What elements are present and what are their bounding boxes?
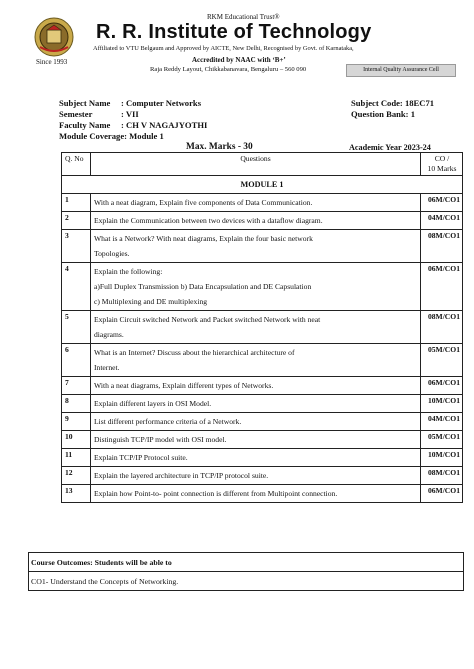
course-outcomes-heading-row [29, 553, 464, 572]
question-text [91, 413, 421, 431]
question-number: 12 [62, 467, 91, 485]
question-row [62, 263, 463, 311]
question-text-line: Explain the Communication between two devices with a dataflow diagram. [94, 216, 323, 225]
module-coverage: Module Coverage: Module 1 [59, 131, 164, 141]
question-row [62, 413, 463, 431]
question-number: 2 [62, 212, 91, 230]
question-number: 13 [62, 485, 91, 503]
max-marks: Max. Marks - 30 [186, 142, 253, 152]
question-text [91, 449, 421, 467]
col-questions-header: Questions [91, 153, 421, 176]
question-row [62, 467, 463, 485]
course-outcomes-heading: Course Outcomes: Students will be able to [29, 553, 464, 572]
question-number: 1 [62, 194, 91, 212]
question-text-line: a)Full Duplex Transmission b) Data Encapsulation and DE Capsulation [94, 282, 312, 291]
subject-name-label: Subject Name [59, 98, 111, 108]
question-row [62, 449, 463, 467]
question-text [91, 311, 421, 344]
question-number: 11 [62, 449, 91, 467]
question-row [62, 311, 463, 344]
question-text-line: Explain the layered architecture in TCP/IP protocol suite. [94, 471, 269, 480]
question-number: 3 [62, 230, 91, 263]
question-text [91, 377, 421, 395]
question-marks-co: 06M/CO1 [421, 263, 463, 311]
question-text-line: Explain how Point-to- point connection is different from Multipoint connection. [94, 489, 338, 498]
question-number: 6 [62, 344, 91, 377]
address-text: Raja Reddy Layout, Chikkabanavara, Bengaluru – 560 090 [150, 66, 307, 73]
subject-code: Subject Code: 18EC71 [351, 98, 435, 108]
question-marks-co: 10M/CO1 [421, 449, 463, 467]
question-marks-co: 08M/CO1 [421, 230, 463, 263]
question-text [91, 212, 421, 230]
question-marks-co: 06M/CO1 [421, 485, 463, 503]
question-row [62, 431, 463, 449]
question-text-line: Explain Circuit switched Network and Packet switched Network with neat [94, 315, 321, 324]
question-text-line: Internet. [94, 363, 120, 372]
question-row [62, 194, 463, 212]
question-marks-co: 05M/CO1 [421, 344, 463, 377]
faculty-value: : CH V NAGAJYOTHI [121, 120, 208, 130]
question-text [91, 344, 421, 377]
question-text [91, 263, 421, 311]
question-number: 7 [62, 377, 91, 395]
question-text [91, 194, 421, 212]
question-marks-co: 06M/CO1 [421, 377, 463, 395]
question-marks-co: 06M/CO1 [421, 194, 463, 212]
question-text [91, 431, 421, 449]
module-heading-row [62, 176, 463, 194]
question-text-line: Explain TCP/IP Protocol suite. [94, 453, 188, 462]
faculty-label: Faculty Name [59, 120, 111, 130]
col-co-header-line1: CO / [434, 154, 450, 163]
question-row [62, 212, 463, 230]
question-marks-co: 04M/CO1 [421, 212, 463, 230]
question-row [62, 230, 463, 263]
question-text-line: Distinguish TCP/IP model with OSI model. [94, 435, 227, 444]
question-text [91, 230, 421, 263]
question-number: 4 [62, 263, 91, 311]
question-marks-co: 08M/CO1 [421, 467, 463, 485]
academic-year: Academic Year 2023-24 [349, 143, 431, 152]
question-number: 5 [62, 311, 91, 344]
module-heading: MODULE 1 [62, 176, 463, 194]
question-number: 10 [62, 431, 91, 449]
affiliation-text: Affiliated to VTU Belgaum and Approved by AICTE, New Delhi, Recognised by Govt. of Karnataka, [93, 45, 354, 52]
question-text-line: With a neat diagrams, Explain different types of Networks. [94, 381, 274, 390]
question-text-line: What is an Internet? Discuss about the hierarchical architecture of [94, 348, 295, 357]
question-number: 9 [62, 413, 91, 431]
question-text-line: Explain the following: [94, 267, 163, 276]
question-marks-co: 08M/CO1 [421, 311, 463, 344]
question-text-line: With a neat diagram, Explain five components of Data Communication. [94, 198, 313, 207]
table-header-row [62, 153, 463, 176]
course-outcomes-table [28, 552, 464, 591]
question-marks-co: 10M/CO1 [421, 395, 463, 413]
subject-name-value: : Computer Networks [121, 98, 202, 108]
col-co-header-line2: 10 Marks [427, 164, 457, 173]
question-row [62, 395, 463, 413]
col-qno-header: Q. No [62, 153, 91, 176]
semester-label: Semester [59, 109, 93, 119]
institute-logo [34, 17, 74, 57]
question-marks-co: 04M/CO1 [421, 413, 463, 431]
accreditation-text: Accredited by NAAC with ‘B+’ [192, 56, 286, 64]
since-year: Since 1993 [36, 58, 68, 66]
question-text [91, 467, 421, 485]
question-text-line: Explain different layers in OSI Model. [94, 399, 212, 408]
question-row [62, 377, 463, 395]
question-row [62, 485, 463, 503]
question-marks-co: 05M/CO1 [421, 431, 463, 449]
question-text-line: Topologies. [94, 249, 130, 258]
question-table [61, 152, 463, 503]
trust-name: RKM Educational Trust® [207, 13, 280, 21]
course-outcome-co1: CO1- Understand the Concepts of Networking. [29, 572, 464, 591]
course-outcome-row [29, 572, 464, 591]
question-row [62, 344, 463, 377]
question-text [91, 485, 421, 503]
question-text-line: List different performance criteria of a Network. [94, 417, 242, 426]
question-text-line: What is a Network? With neat diagrams, Explain the four basic network [94, 234, 313, 243]
iqac-badge: Internal Quality Assurance Cell [346, 64, 456, 77]
institute-name: R. R. Institute of Technology [96, 21, 372, 43]
question-text-line: diagrams. [94, 330, 124, 339]
semester-value: : VII [121, 109, 139, 119]
col-co-marks-header [421, 153, 463, 176]
question-text [91, 395, 421, 413]
question-bank: Question Bank: 1 [351, 109, 415, 119]
question-number: 8 [62, 395, 91, 413]
question-text-line: c) Multiplexing and DE multiplexing [94, 297, 208, 306]
